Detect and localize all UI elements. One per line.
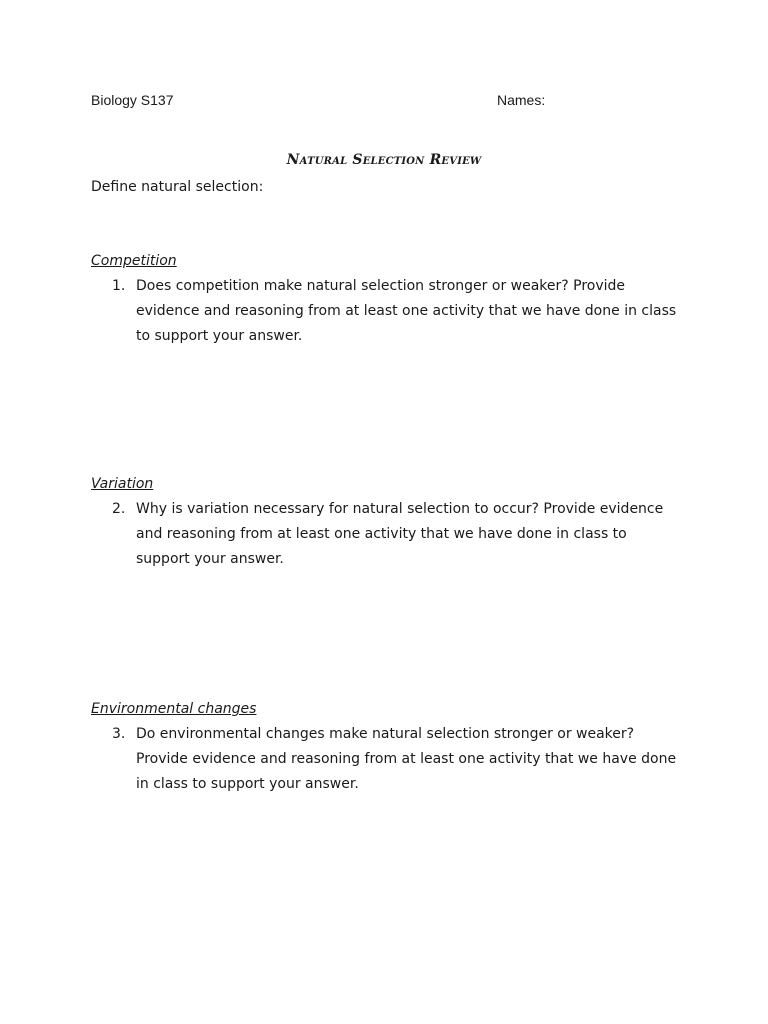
question-number: 2. [112, 501, 126, 517]
question-line: to support your answer. [136, 328, 303, 344]
course-label: Biology S137 [91, 92, 174, 108]
question-number: 3. [112, 726, 126, 742]
question-2 [91, 497, 691, 572]
question-text [136, 497, 681, 572]
question-number: 1. [112, 278, 126, 294]
question-line: Why is variation necessary for natural selection to occur? Provide evidence [136, 501, 664, 517]
define-prompt: Define natural selection: [91, 179, 264, 195]
names-label: Names: [497, 92, 546, 108]
question-line: Does competition make natural selection stronger or weaker? Provide [136, 278, 626, 294]
question-3 [91, 722, 691, 797]
question-line: and reasoning from at least one activity that we have done in class to [136, 526, 627, 542]
section-heading-competition: Competition [91, 253, 177, 269]
question-line: Do environmental changes make natural selection stronger or weaker? [136, 726, 635, 742]
question-line: evidence and reasoning from at least one activity that we have done in class [136, 303, 677, 319]
question-line: in class to support your answer. [136, 776, 359, 792]
section-heading-environmental-changes: Environmental changes [91, 701, 257, 717]
question-1 [91, 274, 691, 349]
question-text [136, 722, 681, 797]
page-title: Natural Selection Review [286, 152, 482, 168]
question-line: Provide evidence and reasoning from at least one activity that we have done [136, 751, 677, 767]
question-line: support your answer. [136, 551, 284, 567]
question-text [136, 274, 681, 349]
section-heading-variation: Variation [91, 476, 154, 492]
